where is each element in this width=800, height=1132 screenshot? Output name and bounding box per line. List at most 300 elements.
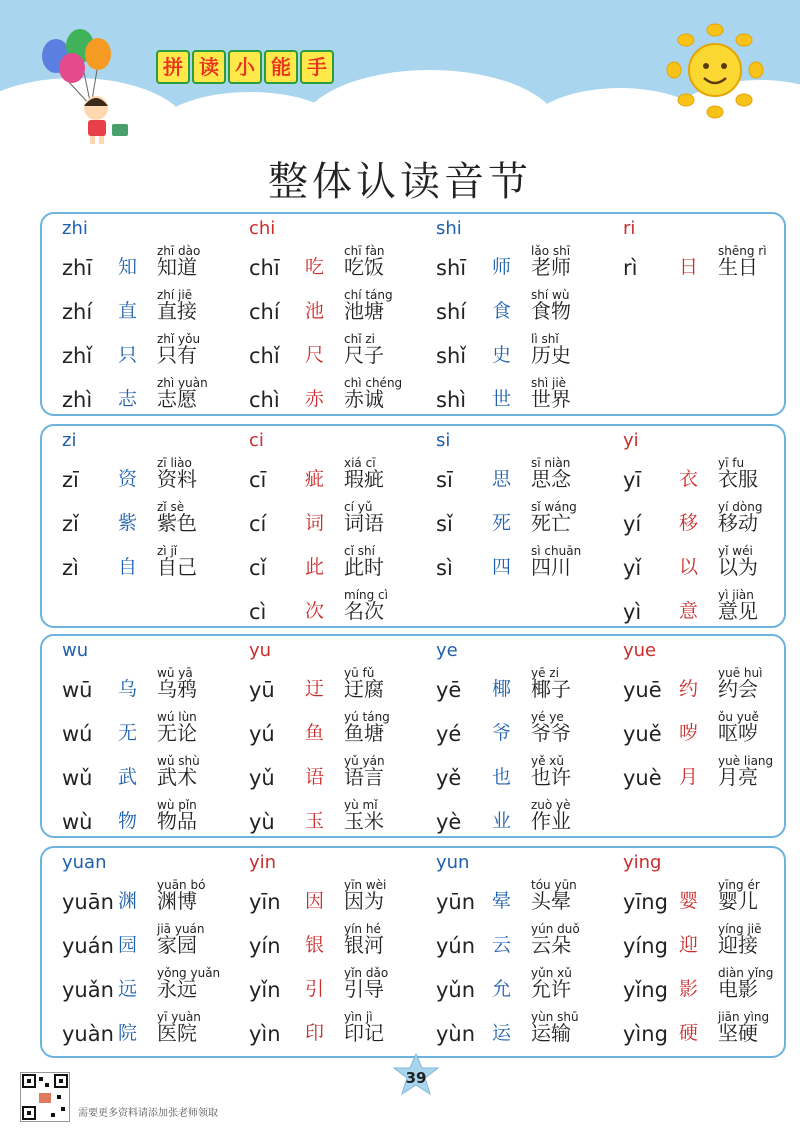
- syllable-group-wu: [40, 634, 225, 834]
- syllable-pinyin: chī: [249, 256, 280, 280]
- syllable-pinyin: yuě: [623, 722, 662, 746]
- word-hanzi: 家园: [157, 933, 197, 957]
- word-pinyin: zhì yuàn: [157, 376, 208, 390]
- word-hanzi: 物品: [157, 809, 197, 833]
- syllable-pinyin: shì: [436, 388, 467, 412]
- syllable-entry: [601, 450, 786, 494]
- word-hanzi: 引导: [344, 977, 384, 1001]
- syllable-entry: [601, 872, 786, 916]
- word-hanzi: 作业: [531, 809, 571, 833]
- word-hanzi: 死亡: [531, 511, 571, 535]
- title-badge: [156, 50, 334, 84]
- syllable-character: 衣: [679, 468, 699, 490]
- syllable-entry: [40, 660, 225, 704]
- syllable-character: 印: [305, 1022, 325, 1044]
- word-hanzi: 词语: [344, 511, 384, 535]
- word-hanzi: 紫色: [157, 511, 197, 535]
- group-heading: ri: [623, 218, 636, 239]
- syllable-character: 银: [305, 934, 325, 956]
- word-pinyin: ǒu yuě: [718, 710, 759, 724]
- syllable-group-yun: [414, 846, 599, 1046]
- syllable-pinyin: yǐ: [623, 556, 642, 580]
- syllable-entry: [601, 960, 786, 1004]
- word-hanzi: 老师: [531, 255, 571, 279]
- word-hanzi: 永远: [157, 977, 197, 1001]
- syllable-entry: [227, 748, 412, 792]
- word-pinyin: shì jiè: [531, 376, 567, 390]
- syllable-pinyin: yè: [436, 810, 462, 834]
- word-hanzi: 电影: [718, 977, 758, 1001]
- syllable-entry: [40, 370, 225, 414]
- word-pinyin: shēng rì: [718, 244, 767, 258]
- syllable-character: 迎: [679, 934, 699, 956]
- syllable-entry: [227, 238, 412, 282]
- word-pinyin: shí wù: [531, 288, 570, 302]
- syllable-entry: [414, 238, 599, 282]
- syllable-character: 词: [305, 512, 325, 534]
- syllable-pinyin: yíng: [623, 934, 668, 958]
- word-pinyin: wù pǐn: [157, 798, 197, 812]
- group-heading: si: [436, 430, 451, 451]
- syllable-pinyin: cì: [249, 600, 267, 624]
- syllable-entry: [40, 792, 225, 836]
- syllable-character: 引: [305, 978, 325, 1000]
- syllable-character: 晕: [492, 890, 512, 912]
- word-pinyin: yuē huì: [718, 666, 763, 680]
- syllable-pinyin: yū: [249, 678, 275, 702]
- word-hanzi: 世界: [531, 387, 571, 411]
- syllable-character: 椰: [492, 678, 512, 700]
- word-hanzi: 食物: [531, 299, 571, 323]
- syllable-character: 运: [492, 1022, 512, 1044]
- syllable-group-ye: [414, 634, 599, 834]
- word-pinyin: zǐ sè: [157, 500, 185, 514]
- syllable-entry: [40, 960, 225, 1004]
- group-heading: yi: [623, 430, 639, 451]
- syllable-character: 资: [118, 468, 138, 490]
- syllable-entry: [601, 660, 786, 704]
- word-pinyin: yé ye: [531, 710, 564, 724]
- word-hanzi: 赤诚: [344, 387, 384, 411]
- word-hanzi: 乌鸦: [157, 677, 197, 701]
- syllable-pinyin: yǐn: [249, 978, 281, 1002]
- syllable-pinyin: cí: [249, 512, 267, 536]
- page-number: 39: [405, 1069, 427, 1087]
- word-hanzi: 衣服: [718, 467, 758, 491]
- syllable-pinyin: yé: [436, 722, 462, 746]
- syllable-character: 次: [305, 600, 325, 622]
- word-hanzi: 名次: [344, 599, 384, 623]
- syllable-entry: [601, 582, 786, 626]
- word-pinyin: yǒng yuǎn: [157, 966, 221, 980]
- syllable-entry: [414, 1004, 599, 1048]
- word-pinyin: yǐ wéi: [718, 544, 753, 558]
- word-pinyin: yuān bó: [157, 878, 206, 892]
- syllable-group-zhi: [40, 212, 225, 412]
- word-pinyin: yìn jì: [344, 1010, 373, 1024]
- group-heading: ying: [623, 852, 662, 873]
- syllable-character: 物: [118, 810, 138, 832]
- word-hanzi: 爷爷: [531, 721, 571, 745]
- syllable-character: 乌: [118, 678, 138, 700]
- badge-char: 拼: [156, 50, 190, 84]
- syllable-character: 此: [305, 556, 325, 578]
- group-heading: zhi: [62, 218, 88, 239]
- syllable-entry: [40, 282, 225, 326]
- word-pinyin: yì jiàn: [718, 588, 754, 602]
- syllable-character: 师: [492, 256, 512, 278]
- syllable-entry: [40, 1004, 225, 1048]
- syllable-pinyin: sì: [436, 556, 453, 580]
- word-pinyin: zuò yè: [531, 798, 571, 812]
- word-hanzi: 知道: [157, 255, 197, 279]
- syllable-character: 语: [305, 766, 325, 788]
- syllable-pinyin: yùn: [436, 1022, 476, 1046]
- syllable-entry: [414, 370, 599, 414]
- word-hanzi: 鱼塘: [344, 721, 384, 745]
- syllable-entry: [227, 582, 412, 626]
- syllable-character: 史: [492, 344, 512, 366]
- syllable-pinyin: wú: [62, 722, 93, 746]
- word-hanzi: 无论: [157, 721, 197, 745]
- syllable-entry: [601, 1004, 786, 1048]
- syllable-character: 玉: [305, 810, 325, 832]
- word-hanzi: 医院: [157, 1021, 197, 1045]
- word-hanzi: 瑕疵: [344, 467, 384, 491]
- syllable-character: 影: [679, 978, 699, 1000]
- syllable-entry: [601, 538, 786, 582]
- syllable-entry: [414, 660, 599, 704]
- syllable-pinyin: yìn: [249, 1022, 281, 1046]
- syllable-character: 硬: [679, 1022, 699, 1044]
- word-hanzi: 以为: [718, 555, 758, 579]
- syllable-pinyin: zì: [62, 556, 79, 580]
- syllable-entry: [227, 660, 412, 704]
- word-pinyin: zī liào: [157, 456, 192, 470]
- syllable-entry: [414, 450, 599, 494]
- word-pinyin: cí yǔ: [344, 500, 373, 514]
- syllable-pinyin: yē: [436, 678, 462, 702]
- word-pinyin: yě xǔ: [531, 754, 565, 768]
- badge-char: 手: [300, 50, 334, 84]
- syllable-pinyin: yīn: [249, 890, 281, 914]
- syllable-character: 疵: [305, 468, 325, 490]
- syllable-character: 吃: [305, 256, 325, 278]
- word-pinyin: yíng jiē: [718, 922, 762, 936]
- syllable-character: 知: [118, 256, 138, 278]
- syllable-entry: [40, 450, 225, 494]
- group-heading: ci: [249, 430, 264, 451]
- word-hanzi: 历史: [531, 343, 571, 367]
- word-hanzi: 迂腐: [344, 677, 384, 701]
- syllable-pinyin: yǔn: [436, 978, 476, 1002]
- word-hanzi: 呕哕: [718, 721, 758, 745]
- syllable-character: 渊: [118, 890, 138, 912]
- syllable-entry: [40, 494, 225, 538]
- word-pinyin: cǐ shí: [344, 544, 375, 558]
- syllable-pinyin: yú: [249, 722, 275, 746]
- syllable-pinyin: chǐ: [249, 344, 280, 368]
- group-heading: yun: [436, 852, 470, 873]
- syllable-entry: [414, 916, 599, 960]
- word-hanzi: 因为: [344, 889, 384, 913]
- badge-char: 读: [192, 50, 226, 84]
- word-pinyin: chí táng: [344, 288, 393, 302]
- word-hanzi: 池塘: [344, 299, 384, 323]
- word-pinyin: yuè liang: [718, 754, 774, 768]
- badge-char: 小: [228, 50, 262, 84]
- syllable-group-yuan: [40, 846, 225, 1046]
- syllable-pinyin: wū: [62, 678, 93, 702]
- group-heading: yue: [623, 640, 657, 661]
- syllable-group-shi: [414, 212, 599, 412]
- word-pinyin: sī niàn: [531, 456, 571, 470]
- group-heading: ye: [436, 640, 458, 661]
- syllable-pinyin: cī: [249, 468, 267, 492]
- word-pinyin: sǐ wáng: [531, 500, 577, 514]
- syllable-entry: [414, 326, 599, 370]
- syllable-character: 鱼: [305, 722, 325, 744]
- word-hanzi: 玉米: [344, 809, 384, 833]
- syllable-pinyin: shī: [436, 256, 467, 280]
- word-pinyin: wū yā: [157, 666, 193, 680]
- word-pinyin: yǐn dǎo: [344, 966, 389, 980]
- syllable-pinyin: zī: [62, 468, 79, 492]
- word-hanzi: 运输: [531, 1021, 571, 1045]
- syllable-entry: [414, 282, 599, 326]
- syllable-character: 武: [118, 766, 138, 788]
- syllable-character: 死: [492, 512, 512, 534]
- syllable-character: 直: [118, 300, 138, 322]
- word-hanzi: 自己: [157, 555, 197, 579]
- syllable-entry: [40, 326, 225, 370]
- syllable-entry: [414, 538, 599, 582]
- syllable-pinyin: yù: [249, 810, 275, 834]
- syllable-entry: [227, 916, 412, 960]
- word-pinyin: yùn shū: [531, 1010, 579, 1024]
- word-pinyin: wǔ shù: [157, 754, 200, 768]
- word-pinyin: lǎo shī: [531, 244, 571, 258]
- word-pinyin: jiān yìng: [718, 1010, 770, 1024]
- syllable-pinyin: wǔ: [62, 766, 93, 790]
- syllable-group-ri: [601, 212, 786, 412]
- word-hanzi: 资料: [157, 467, 197, 491]
- syllable-pinyin: yín: [249, 934, 281, 958]
- syllable-character: 自: [118, 556, 138, 578]
- syllable-character: 思: [492, 468, 512, 490]
- syllable-entry: [227, 494, 412, 538]
- syllable-entry: [40, 748, 225, 792]
- footer-note: 需要更多资料请添加张老师领取: [78, 1108, 218, 1119]
- badge-char: 能: [264, 50, 298, 84]
- syllable-group-ying: [601, 846, 786, 1046]
- group-heading: shi: [436, 218, 462, 239]
- sun-illustration: [660, 22, 770, 122]
- syllable-group-zi: [40, 424, 225, 624]
- syllable-character: 食: [492, 300, 512, 322]
- syllable-pinyin: chì: [249, 388, 280, 412]
- word-pinyin: zì jǐ: [157, 544, 178, 558]
- word-pinyin: yín hé: [344, 922, 381, 936]
- word-hanzi: 允许: [531, 977, 571, 1001]
- syllable-entry: [601, 748, 786, 792]
- syllable-entry: [414, 792, 599, 836]
- syllable-pinyin: shǐ: [436, 344, 467, 368]
- syllable-character: 池: [305, 300, 325, 322]
- syllable-group-si: [414, 424, 599, 624]
- syllable-pinyin: zhǐ: [62, 344, 93, 368]
- syllable-pinyin: yuǎn: [62, 978, 114, 1002]
- group-heading: yin: [249, 852, 277, 873]
- syllable-character: 婴: [679, 890, 699, 912]
- word-pinyin: yún duǒ: [531, 922, 580, 936]
- syllable-character: 云: [492, 934, 512, 956]
- page-title: 整体认读音节: [268, 159, 532, 205]
- word-pinyin: wú lùn: [157, 710, 197, 724]
- syllable-entry: [227, 450, 412, 494]
- word-hanzi: 意见: [718, 599, 758, 623]
- word-hanzi: 坚硬: [718, 1021, 758, 1045]
- syllable-pinyin: yún: [436, 934, 476, 958]
- syllable-pinyin: yuē: [623, 678, 662, 702]
- group-heading: zi: [62, 430, 77, 451]
- group-heading: chi: [249, 218, 276, 239]
- syllable-entry: [40, 538, 225, 582]
- word-hanzi: 迎接: [718, 933, 758, 957]
- syllable-character: 允: [492, 978, 512, 1000]
- syllable-entry: [414, 748, 599, 792]
- syllable-entry: [227, 538, 412, 582]
- word-pinyin: yī yuàn: [157, 1010, 201, 1024]
- syllable-entry: [601, 494, 786, 538]
- syllable-pinyin: yīng: [623, 890, 668, 914]
- group-heading: wu: [62, 640, 89, 661]
- syllable-character: 意: [679, 600, 699, 622]
- word-pinyin: zhǐ yǒu: [157, 332, 201, 346]
- syllable-character: 院: [118, 1022, 138, 1044]
- word-hanzi: 只有: [157, 343, 197, 367]
- syllable-character: 爷: [492, 722, 512, 744]
- word-hanzi: 渊博: [157, 889, 197, 913]
- word-hanzi: 志愿: [157, 387, 197, 411]
- word-hanzi: 吃饭: [344, 255, 384, 279]
- syllable-pinyin: yuān: [62, 890, 114, 914]
- word-pinyin: yē zi: [531, 666, 559, 680]
- syllable-entry: [227, 282, 412, 326]
- word-pinyin: yū fǔ: [344, 666, 375, 680]
- syllable-pinyin: yě: [436, 766, 462, 790]
- syllable-pinyin: yuán: [62, 934, 114, 958]
- syllable-pinyin: yǐng: [623, 978, 668, 1002]
- word-hanzi: 头晕: [531, 889, 571, 913]
- syllable-pinyin: yuè: [623, 766, 662, 790]
- word-hanzi: 生日: [718, 255, 758, 279]
- word-hanzi: 武术: [157, 765, 197, 789]
- syllable-group-yue: [601, 634, 786, 834]
- word-hanzi: 约会: [718, 677, 758, 701]
- word-pinyin: chì chéng: [344, 376, 403, 390]
- word-pinyin: míng cì: [344, 588, 388, 602]
- group-heading: yuan: [62, 852, 107, 873]
- group-heading: yu: [249, 640, 272, 661]
- syllable-entry: [227, 370, 412, 414]
- word-pinyin: yù mǐ: [344, 798, 378, 812]
- qr-code[interactable]: [20, 1072, 70, 1122]
- word-pinyin: yí dòng: [718, 500, 763, 514]
- syllable-pinyin: yì: [623, 600, 642, 624]
- syllable-entry: [227, 326, 412, 370]
- syllable-pinyin: wù: [62, 810, 93, 834]
- syllable-entry: [40, 872, 225, 916]
- syllable-pinyin: yuàn: [62, 1022, 114, 1046]
- syllable-character: 日: [679, 256, 699, 278]
- syllable-entry: [227, 704, 412, 748]
- word-pinyin: chī fàn: [344, 244, 385, 258]
- syllable-entry: [40, 704, 225, 748]
- syllable-character: 四: [492, 556, 512, 578]
- word-hanzi: 也许: [531, 765, 571, 789]
- syllable-character: 无: [118, 722, 138, 744]
- word-pinyin: xiá cī: [344, 456, 376, 470]
- syllable-entry: [40, 238, 225, 282]
- balloon-girl-illustration: [36, 28, 146, 146]
- syllable-character: 月: [679, 766, 699, 788]
- word-pinyin: zhí jiē: [157, 288, 193, 302]
- syllable-group-yu: [227, 634, 412, 834]
- syllable-character: 赤: [305, 388, 325, 410]
- syllable-pinyin: zhì: [62, 388, 93, 412]
- syllable-entry: [414, 494, 599, 538]
- syllable-pinyin: cǐ: [249, 556, 267, 580]
- syllable-group-chi: [227, 212, 412, 412]
- syllable-pinyin: yǔ: [249, 766, 275, 790]
- word-hanzi: 思念: [531, 467, 571, 491]
- syllable-entry: [227, 792, 412, 836]
- syllable-pinyin: yìng: [623, 1022, 668, 1046]
- word-pinyin: yǔn xǔ: [531, 966, 572, 980]
- syllable-pinyin: zhí: [62, 300, 93, 324]
- syllable-entry: [40, 916, 225, 960]
- syllable-character: 园: [118, 934, 138, 956]
- syllable-character: 远: [118, 978, 138, 1000]
- syllable-pinyin: sǐ: [436, 512, 453, 536]
- syllable-character: 尺: [305, 344, 325, 366]
- syllable-entry: [414, 704, 599, 748]
- word-hanzi: 移动: [718, 511, 758, 535]
- syllable-entry: [227, 1004, 412, 1048]
- syllable-pinyin: chí: [249, 300, 280, 324]
- word-hanzi: 月亮: [718, 765, 758, 789]
- syllable-entry: [414, 960, 599, 1004]
- word-pinyin: jiā yuán: [157, 922, 205, 936]
- word-hanzi: 云朵: [531, 933, 571, 957]
- syllable-character: 业: [492, 810, 512, 832]
- word-pinyin: zhī dào: [157, 244, 201, 258]
- syllable-pinyin: shí: [436, 300, 467, 324]
- word-pinyin: sì chuān: [531, 544, 582, 558]
- syllable-pinyin: yí: [623, 512, 642, 536]
- word-pinyin: lì shǐ: [531, 332, 559, 346]
- word-hanzi: 此时: [344, 555, 384, 579]
- word-hanzi: 婴儿: [718, 889, 758, 913]
- syllable-entry: [227, 872, 412, 916]
- word-pinyin: yǔ yán: [344, 754, 385, 768]
- syllable-entry: [601, 238, 786, 282]
- syllable-pinyin: rì: [623, 256, 638, 280]
- syllable-character: 也: [492, 766, 512, 788]
- syllable-character: 约: [679, 678, 699, 700]
- syllable-entry: [227, 960, 412, 1004]
